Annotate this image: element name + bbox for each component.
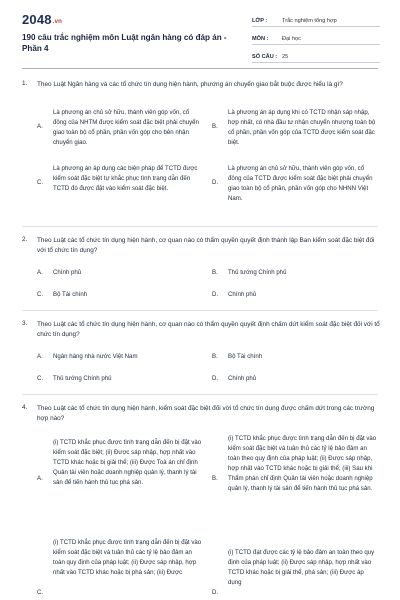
question-divider <box>22 394 378 395</box>
option-letter: B. <box>212 123 218 130</box>
meta-label: LỚP : <box>252 18 268 24</box>
question-number: 4. <box>22 404 28 411</box>
question-number: 2. <box>22 236 28 243</box>
option-text: Là phương án áp dụng các biện pháp để TCTD được kiểm soát đặc biệt tự khắc phục tình trạng dẫn đến TCTD đó được đặt vào kiểm soát đặc biệt. <box>53 165 198 192</box>
option-text: (i) TCTD khắc phục được tình trạng dẫn đến bị đặt vào kiểm soát đặc biệt và tuân thủ các tỷ lệ bảo đảm an toàn quy định của pháp luật; (ii) Được sáp nhập, hợp nhất vào TCTD khác hoặc bị phá sản; (iii) Được <box>53 539 202 576</box>
option-text: Thủ tướng Chính phủ <box>53 375 112 382</box>
option-text: Ngân hàng nhà nước Việt Nam <box>53 353 138 360</box>
option-text: Chính phủ <box>53 269 82 276</box>
option-letter: B. <box>212 475 218 482</box>
option-text: Bộ Tài chính <box>228 353 263 360</box>
header-divider <box>22 68 378 69</box>
question-number: 3. <box>22 320 28 327</box>
document-title: 190 câu trắc nghiệm môn Luật ngân hàng có đáp án - Phần 4 <box>22 33 227 53</box>
question-number: 1. <box>22 80 28 87</box>
option-letter: C. <box>37 589 44 596</box>
meta-value: Đại học <box>282 36 301 42</box>
meta-subject-row <box>252 30 380 45</box>
option-letter: A. <box>37 269 43 276</box>
meta-label: MÔN : <box>252 36 269 42</box>
option-letter: C. <box>37 291 44 298</box>
site-logo[interactable] <box>22 12 62 27</box>
option-text: Bộ Tài chính <box>53 291 88 298</box>
meta-count-row <box>252 48 380 63</box>
meta-label: SỐ CÂU : <box>252 54 278 60</box>
option-text: Là phương án áp dụng khi có TCTD nhận sáp nhập, hợp nhất, có nhà đầu tư nhận chuyển nhượng toàn bộ cổ phần, phần vốn góp của TCTD được kiểm soát đặc biệt. <box>228 109 376 146</box>
question-text: Theo Luật Ngân hàng và các tổ chức tín dụng hiện hành, phương án chuyển giao bắt buộc được hiểu là gì? <box>37 81 343 88</box>
option-letter: D. <box>212 179 219 186</box>
option-letter: C. <box>37 375 44 382</box>
logo-tld: .vn <box>52 19 63 25</box>
question-text: Theo Luật các tổ chức tín dụng hiện hành, cơ quan nào có thẩm quyền quyết định thành lập Ban kiểm soát đặc biệt đối với tổ chức tín dụng? <box>37 237 375 254</box>
option-text: (i) TCTD khắc phục được tình trạng dẫn đến bị đặt vào kiểm soát đặc biệt; (ii) Được sáp nhập, hợp nhất vào TCTD khác hoặc bị giải thể; (iii) Được Toà án chỉ định Quản tài viên hoặc doanh nghiệp quản lý, thanh lý tài sản để tiến hành thủ tục phá sản. <box>53 439 202 486</box>
option-letter: D. <box>212 291 219 298</box>
logo-main: 2048 <box>22 12 52 27</box>
option-letter: A. <box>37 123 43 130</box>
option-letter: D. <box>212 375 219 382</box>
meta-class-row <box>252 12 380 27</box>
meta-value: 25 <box>282 54 289 60</box>
meta-value: Trắc nghiệm tổng hợp <box>282 18 337 24</box>
option-letter: B. <box>212 269 218 276</box>
option-letter: B. <box>212 353 218 360</box>
option-text: Là phương án chủ sở hữu, thành viên góp vốn, cổ đông của TCTD được kiểm soát đặc biệt phải chuyển giao toàn bộ cổ phần, phần vốn góp cho NHNN Việt Nam. <box>228 165 373 202</box>
question-divider <box>22 226 378 227</box>
option-text: Là phương án chủ sở hữu, thành viên góp vốn, cổ đông của NHTM được kiểm soát đặc biệt phải chuyển giao toàn bộ cổ phần, phần vốn góp cho bên nhận chuyển giao. <box>53 109 199 146</box>
option-letter: A. <box>37 475 43 482</box>
question-text: Theo Luật các tổ chức tín dụng hiện hành, cơ quan nào có thẩm quyền quyết định chấm dứt kiểm soát đặc biệt đối với tổ chức tín dụng? <box>37 321 380 338</box>
option-letter: A. <box>37 353 43 360</box>
option-letter: C. <box>37 179 44 186</box>
option-letter: D. <box>212 589 219 596</box>
option-text: (i) TCTD khắc phục được tình trạng dẫn đến bị đặt vào kiểm soát đặc biệt và tuân thủ các tỷ lệ bảo đảm an toàn theo quy định của pháp luật; (ii) Được sáp nhập, hợp nhất vào TCTD khác hoặc bị giải thể; (iii) Sau khi Thẩm phán chỉ định Quản tài viên hoặc doanh nghiệp quản lý, thanh lý tài sản để tiến hành thủ tục phá sản. <box>228 435 377 492</box>
question-divider <box>22 310 378 311</box>
option-text: Thủ tướng Chính phủ <box>228 269 287 276</box>
option-text: Chính phủ <box>228 291 257 298</box>
option-text: Chính phủ <box>228 375 257 382</box>
option-text: (i) TCTD đạt được các tỷ lệ bảo đảm an toàn theo quy định của pháp luật; (ii) Được sáp nhập, hợp nhất vào TCTD khác hoặc bị giải thể, phá sản; (iii) Được áp dụng <box>228 549 375 586</box>
document-header <box>0 0 400 66</box>
question-text: Theo Luật các tổ chức tín dụng hiện hành, kiểm soát đặc biệt đối với tổ chức tín dụng được chấm dứt trong các trường hợp nào? <box>37 405 375 422</box>
meta-info <box>252 12 380 66</box>
